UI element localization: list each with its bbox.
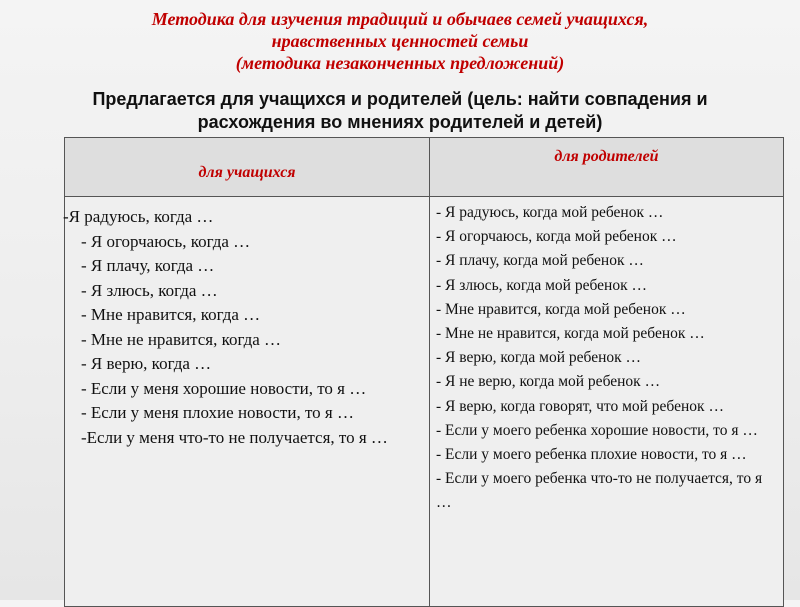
purpose-subtitle (30, 88, 770, 134)
list-item: - Я огорчаюсь, когда … (81, 231, 251, 251)
title-line: (методика незаконченных предложений) (235, 53, 565, 73)
subtitle-line: Предлагается для учащихся и родителей (цель: найти совпадения и (92, 89, 708, 109)
list-item: - Я плачу, когда мой ребенок … (436, 252, 644, 270)
title-line: нравственных ценностей семьи (271, 31, 529, 51)
method-title (0, 8, 800, 74)
list-item: - Мне не нравится, когда мой ребенок … (436, 325, 705, 343)
list-item: - Если у моего ребенка плохие новости, то я … (436, 446, 747, 464)
list-item: - Я верю, когда … (81, 354, 212, 373)
list-item: -Я радуюсь, когда … (63, 207, 214, 226)
list-item: - Если у моего ребенка что-то не получается, то я … (436, 470, 763, 512)
list-item: - Если у моего ребенка хорошие новости, то я … (436, 421, 758, 439)
list-item: - Я злюсь, когда мой ребенок … (436, 276, 647, 294)
list-item: - Если у меня плохие новости, то я … (81, 403, 354, 422)
subtitle-line: расхождения во мнениях родителей и детей) (197, 112, 603, 132)
students-list (63, 205, 423, 450)
table-header-row (65, 138, 784, 197)
column-header-parents: для родителей (430, 138, 784, 197)
list-item: - Я верю, когда говорят, что мой ребенок … (436, 397, 724, 415)
list-item: - Мне нравится, когда … (81, 305, 261, 324)
column-header-students: для учащихся (65, 138, 430, 197)
students-cell (65, 197, 430, 607)
list-item: - Я верю, когда мой ребенок … (436, 349, 642, 367)
parents-cell (430, 197, 784, 607)
list-item: -Если у меня что-то не получается, то я … (81, 427, 388, 447)
list-item: - Если у меня хорошие новости, то я … (81, 378, 367, 398)
parents-list (436, 201, 777, 516)
list-item: - Я плачу, когда … (81, 256, 215, 275)
title-line: Методика для изучения традиций и обычаев семей учащихся, (151, 9, 649, 29)
list-item: - Я злюсь, когда … (81, 280, 218, 300)
questions-table (64, 137, 784, 607)
list-item: - Я огорчаюсь, когда мой ребенок … (436, 228, 677, 246)
list-item: - Мне не нравится, когда … (81, 329, 282, 349)
list-item: - Мне нравится, когда мой ребенок … (436, 300, 686, 318)
table-body-row (65, 197, 784, 607)
list-item: - Я не верю, когда мой ребенок … (436, 373, 661, 391)
list-item: - Я радуюсь, когда мой ребенок … (436, 204, 664, 221)
